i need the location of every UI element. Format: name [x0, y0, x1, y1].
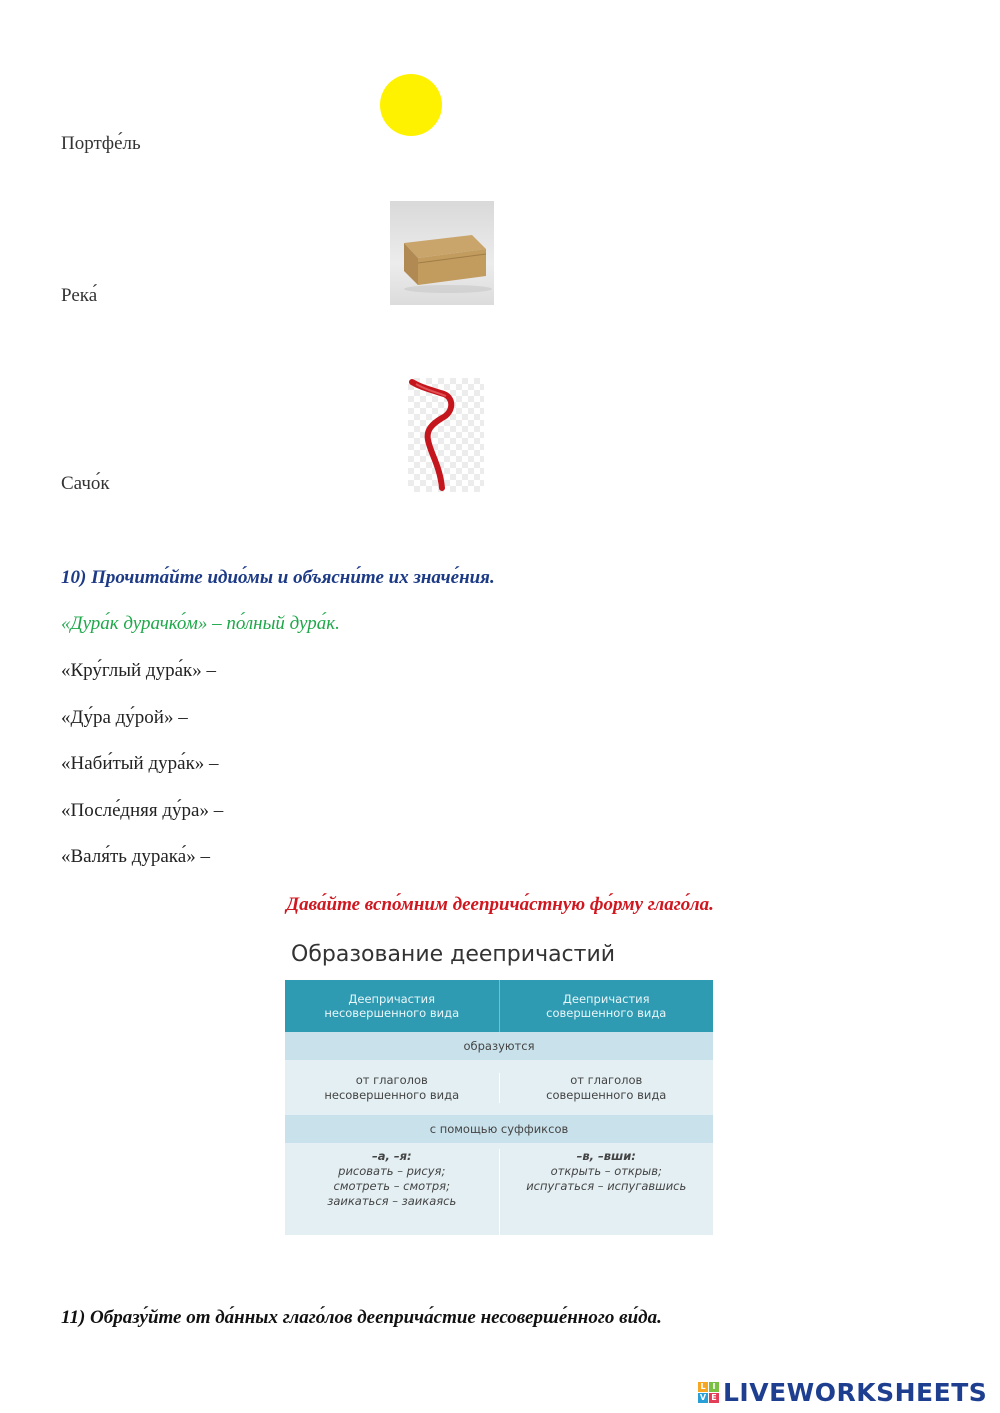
liveworksheets-text: LIVEWORKSHEETS — [723, 1378, 988, 1407]
band-suffixes: с помощью суффиксов — [285, 1115, 713, 1143]
table-title: Образование деепричастий — [291, 942, 616, 967]
row-from-verbs — [285, 1060, 713, 1115]
suffix-right: –в, –вши: — [576, 1149, 636, 1163]
idiom-2: «Ду́ра ду́рой» – — [61, 707, 188, 728]
from-verbs-right: от глаголов совершенного вида — [546, 1072, 667, 1102]
task11-heading: 11) Образу́йте от да́нных глаго́лов дееприча́стие несоверше́нного ви́да. — [61, 1307, 662, 1328]
logo-letter-v: V — [699, 1393, 707, 1402]
cardboard-box-icon — [390, 201, 494, 305]
task10-heading: 10) Прочита́йте идио́мы и объясни́те их значе́ния. — [61, 567, 495, 588]
idiom-5: «Валя́ть дурака́» – — [61, 846, 210, 867]
logo-letter-i: I — [709, 1382, 719, 1392]
idiom-example: «Дура́к дурачко́м» – по́лный дура́к. — [61, 613, 340, 634]
liveworksheets-logo-icon — [698, 1382, 719, 1403]
examples-right: открыть – открыв; испугаться – испугавшись — [526, 1164, 687, 1193]
suffix-left: –а, –я: — [371, 1149, 412, 1163]
logo-letter-l: L — [698, 1382, 708, 1392]
header-imperfective: Деепричастия несовершенного вида — [285, 980, 500, 1032]
grammar-table — [285, 980, 713, 1235]
band-formed: образуются — [285, 1032, 713, 1060]
logo-letter-e: E — [709, 1393, 719, 1403]
row-examples — [285, 1143, 713, 1235]
idiom-4: «После́дняя ду́ра» – — [61, 800, 224, 821]
idiom-1: «Кру́глый дура́к» – — [61, 660, 216, 681]
red-ribbon-icon — [408, 378, 484, 492]
header-perfective: Деепричастия совершенного вида — [546, 992, 667, 1020]
examples-left-cell — [285, 1149, 500, 1235]
reminder-heading: Дава́йте вспо́мним дееприча́стную фо́рму глаго́ла. — [286, 894, 714, 915]
word-3: Сачо́к — [61, 473, 110, 494]
sun-image — [380, 74, 442, 136]
examples-left: рисовать – рисуя; смотреть – смотря; заикаться – заикаясь — [327, 1164, 457, 1208]
examples-right-cell — [500, 1149, 714, 1235]
ribbon-image — [408, 378, 484, 492]
idiom-3: «Наби́тый дура́к» – — [61, 753, 219, 774]
from-verbs-left: от глаголов несовершенного вида — [285, 1073, 500, 1103]
word-1: Портфе́ль — [61, 133, 141, 154]
liveworksheets-logo[interactable] — [698, 1378, 987, 1407]
word-2: Река́ — [61, 285, 98, 306]
table-header — [285, 980, 713, 1032]
box-image — [390, 201, 494, 305]
